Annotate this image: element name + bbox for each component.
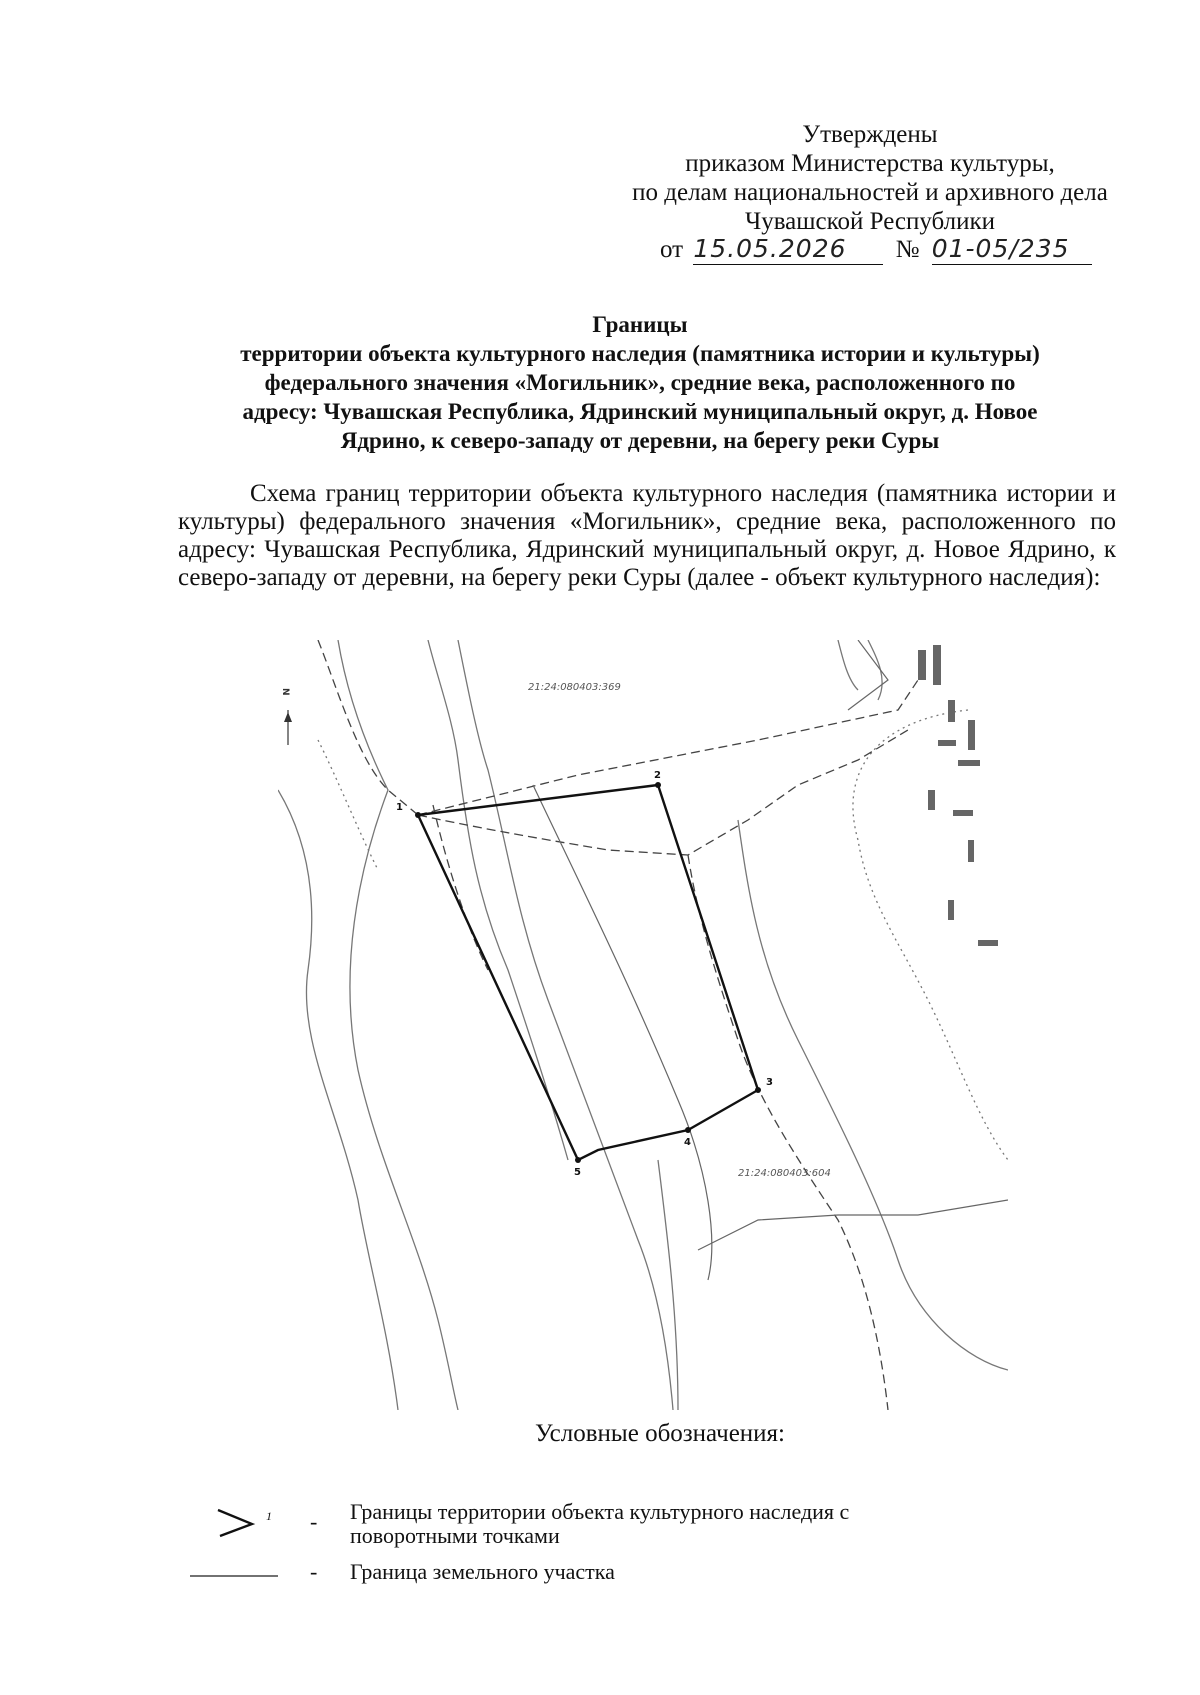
- building: [968, 720, 975, 750]
- relief-line: [278, 790, 398, 1410]
- parcel-boundary: [418, 730, 908, 855]
- handwritten-number: 01-05/235: [931, 234, 1070, 263]
- approval-line-1: Утверждены: [802, 121, 938, 148]
- point-4-marker: [685, 1127, 691, 1133]
- point-3-marker: [755, 1087, 761, 1093]
- land-plot-line-icon: [190, 1560, 290, 1584]
- handwritten-date: 15.05.2026: [693, 234, 847, 263]
- point-1-label: 1: [396, 802, 403, 813]
- legend-text: Границы территории объекта культурного наследия с поворотными точками: [350, 1499, 850, 1548]
- building: [918, 650, 926, 680]
- relief-line: [838, 640, 858, 690]
- number-field: [932, 234, 1092, 265]
- approval-line-2: приказом Министерства культуры,: [685, 150, 1055, 177]
- approval-line-3: по делам национальностей и архивного дела: [632, 179, 1108, 206]
- heritage-boundary-polygon: [418, 785, 758, 1160]
- relief-lines: [278, 640, 1008, 1410]
- land-plot-boundary: [698, 1200, 1008, 1250]
- point-2-label: 2: [654, 770, 661, 781]
- buildings: [918, 645, 998, 946]
- approval-block: [600, 120, 1140, 236]
- point-3-label: 3: [766, 1077, 773, 1088]
- building: [953, 810, 973, 816]
- land-plot-boundaries: [533, 640, 1008, 1280]
- forest-edge: [853, 710, 1008, 1160]
- building: [933, 645, 941, 685]
- date-field: [693, 234, 883, 265]
- point-5-marker: [575, 1157, 581, 1163]
- building: [958, 760, 980, 766]
- building: [928, 790, 935, 810]
- north-arrow-icon: [280, 688, 292, 745]
- point-1-marker: [415, 812, 421, 818]
- relief-line: [738, 820, 1008, 1370]
- title-line-4: адресу: Чувашская Республика, Ядринский муниципальный округ, д. Новое: [242, 399, 1038, 424]
- point-5-label: 5: [574, 1167, 581, 1178]
- intro-paragraph: Схема границ территории объекта культурного наследия (памятника истории и культуры) федерального значения «Могильник», средние века, расположенного по адресу: Чувашская Республика, Ядринский муниципальный округ, д. Новое Ядрино, к северо-западу от деревни, на берегу реки Суры (далее - объект культурного наследия):: [178, 480, 1116, 591]
- point-2-marker: [655, 782, 661, 788]
- title-line-3: федерального значения «Могильник», средние века, расположенного по: [264, 370, 1016, 395]
- parcel-boundary: [318, 640, 418, 815]
- legend-dash: -: [310, 1509, 318, 1534]
- building: [978, 940, 998, 946]
- parcel-boundary: [418, 680, 918, 815]
- title-line-2: территории объекта культурного наследия (памятника истории и культуры): [240, 341, 1040, 366]
- legend-text: Граница земельного участка: [350, 1559, 615, 1584]
- point-labels: [396, 770, 773, 1178]
- building: [938, 740, 956, 746]
- parcel-boundaries: [318, 640, 918, 1410]
- building: [968, 840, 974, 862]
- forest-edge: [318, 740, 378, 870]
- north-label: N: [280, 688, 290, 696]
- legend-dash: -: [310, 1559, 318, 1584]
- building: [948, 900, 954, 920]
- relief-line: [658, 1160, 678, 1410]
- legend-item-land-plot-boundary: [190, 1560, 990, 1590]
- approval-date-line: [660, 234, 1092, 265]
- number-prefix: №: [895, 236, 920, 263]
- approval-line-4: Чувашской Республики: [744, 208, 996, 235]
- boundary-with-points-icon: [190, 1500, 280, 1540]
- legend-point-label: 1: [266, 1509, 272, 1523]
- parcel-label-604: 21:24:080403:604: [738, 1168, 831, 1179]
- legend-title: Условные обозначения:: [534, 1420, 786, 1447]
- title-line-5: Ядрино, к северо-западу от деревни, на берегу реки Суры: [340, 428, 940, 453]
- boundary-map: [278, 640, 1008, 1410]
- relief-line: [428, 640, 568, 1160]
- point-4-label: 4: [684, 1137, 691, 1148]
- title-line-1: Границы: [592, 312, 688, 337]
- parcel-boundary: [688, 855, 888, 1410]
- building: [948, 700, 955, 722]
- parcel-label-369: 21:24:080403:369: [528, 682, 621, 693]
- forest-edges: [318, 710, 1008, 1160]
- relief-line: [458, 640, 673, 1410]
- relief-line: [338, 640, 458, 1410]
- document-title: [170, 310, 1110, 455]
- legend-item-heritage-boundary: [190, 1500, 990, 1556]
- date-prefix: от: [660, 236, 684, 263]
